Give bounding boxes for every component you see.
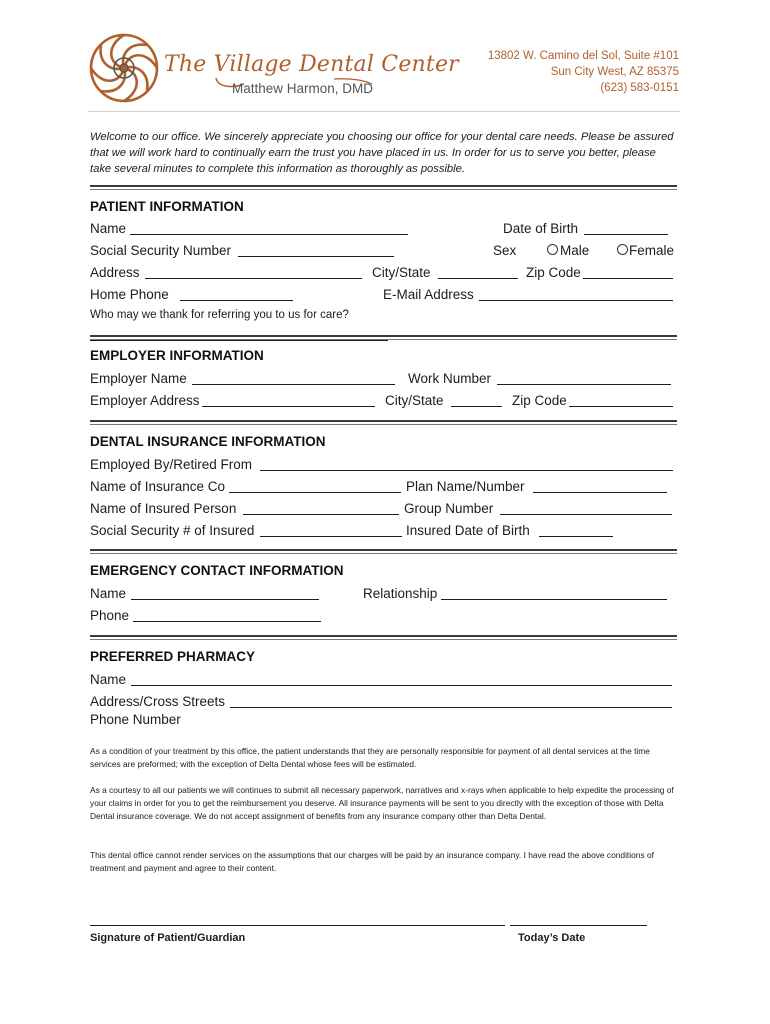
email-field[interactable] [479, 300, 673, 301]
sex-male-radio[interactable] [547, 244, 558, 255]
section-divider [90, 335, 677, 341]
pharmacy-phone-label: Phone Number [90, 712, 181, 727]
employer-city-state-label: City/State [385, 393, 444, 408]
dob-label: Date of Birth [503, 221, 579, 236]
sex-female-radio[interactable] [617, 244, 628, 255]
signature-label: Signature of Patient/Guardian [90, 932, 246, 944]
terms-paragraph-1: As a condition of your treatment by this office, the patient understands that they are personally responsible for payment of all dental services at the time services are preformed; with the exception of Delta Dental whose fees will be estimated. [90, 746, 650, 769]
address-line1: 13802 W. Camino del Sol, Suite #101 [487, 50, 679, 62]
date-label: Today’s Date [518, 932, 586, 944]
plan-name-field[interactable] [533, 492, 667, 493]
dob-field[interactable] [584, 234, 668, 235]
intro-text: Welcome to our office. We sincerely appreciate you choosing our office for your dental care needs. Please be assured that we will work hard to continually earn the trust you have placed in us. In order for us to serve you better, please take several minutes to complete this information as thoroughly as possible. [90, 131, 674, 175]
work-number-field[interactable] [497, 384, 671, 385]
address-label: Address [90, 265, 140, 280]
email-label: E-Mail Address [383, 287, 474, 302]
plan-name-label: Plan Name/Number [406, 479, 525, 494]
sex-label: Sex [493, 243, 517, 258]
employer-zip-label: Zip Code [512, 393, 567, 408]
zip-field[interactable] [583, 278, 673, 279]
zip-label: Zip Code [526, 265, 581, 280]
pharmacy-name-label: Name [90, 672, 127, 687]
brand-name: The Village Dental Center [164, 52, 459, 77]
section-divider [90, 635, 677, 641]
group-number-field[interactable] [500, 514, 672, 515]
pharmacy-name-field[interactable] [131, 685, 672, 686]
patient-name-label: Name [90, 221, 127, 236]
address-line2: Sun City West, AZ 85375 [550, 66, 679, 78]
employer-name-field[interactable] [192, 384, 395, 385]
ssn-label: Social Security Number [90, 243, 232, 258]
pharmacy-section-heading: PREFERRED PHARMACY [90, 649, 256, 664]
ssn-field[interactable] [238, 256, 394, 257]
terms-paragraph-3: This dental office cannot render services on the assumptions that our charges will be paid by an insurance company. I have read the above conditions of treatment and payment and agree to their content. [90, 850, 654, 873]
office-phone: (623) 583-0151 [600, 82, 679, 94]
patient-section-heading: PATIENT INFORMATION [90, 199, 244, 214]
doctor-name: Matthew Harmon, DMD [232, 81, 374, 96]
sex-male-label: Male [560, 243, 590, 258]
emergency-name-label: Name [90, 586, 127, 601]
insurance-company-label: Name of Insurance Co [90, 479, 226, 494]
city-state-field[interactable] [438, 278, 518, 279]
relationship-field[interactable] [441, 599, 667, 600]
insured-ssn-field[interactable] [260, 536, 402, 537]
emergency-name-field[interactable] [131, 599, 319, 600]
emergency-section-heading: EMERGENCY CONTACT INFORMATION [90, 563, 344, 578]
employed-by-label: Employed By/Retired From [90, 457, 253, 472]
home-phone-field[interactable] [180, 300, 293, 301]
home-phone-label: Home Phone [90, 287, 169, 302]
section-divider [90, 549, 677, 555]
sex-female-label: Female [629, 243, 675, 258]
group-number-label: Group Number [404, 501, 494, 516]
insurance-company-field[interactable] [229, 492, 401, 493]
employer-address-label: Employer Address [90, 393, 200, 408]
employer-section-heading: EMPLOYER INFORMATION [90, 348, 264, 363]
signature-field[interactable] [90, 925, 505, 926]
section-divider [90, 420, 677, 426]
insured-person-field[interactable] [243, 514, 399, 515]
employed-by-field[interactable] [260, 470, 673, 471]
insured-dob-label: Insured Date of Birth [406, 523, 530, 538]
employer-city-state-field[interactable] [451, 406, 502, 407]
employer-address-field[interactable] [202, 406, 375, 407]
referral-question: Who may we thank for referring you to us for care? [90, 309, 349, 321]
emergency-phone-label: Phone [90, 608, 130, 623]
address-field[interactable] [145, 278, 362, 279]
date-field[interactable] [510, 925, 647, 926]
city-state-label: City/State [372, 265, 431, 280]
relationship-label: Relationship [363, 586, 438, 601]
header-rule [88, 111, 680, 112]
insurance-section-heading: DENTAL INSURANCE INFORMATION [90, 434, 326, 449]
dental-center-logo [88, 32, 160, 104]
pharmacy-address-label: Address/Cross Streets [90, 694, 226, 709]
pharmacy-address-field[interactable] [230, 707, 672, 708]
emergency-phone-field[interactable] [133, 621, 321, 622]
insured-ssn-label: Social Security # of Insured [90, 523, 255, 538]
patient-name-field[interactable] [130, 234, 408, 235]
work-number-label: Work Number [408, 371, 492, 386]
employer-zip-field[interactable] [569, 406, 673, 407]
insured-person-label: Name of Insured Person [90, 501, 237, 516]
section-divider [90, 185, 677, 191]
employer-name-label: Employer Name [90, 371, 187, 386]
insured-dob-field[interactable] [539, 536, 613, 537]
terms-paragraph-2: As a courtesy to all our patients we will continues to submit all necessary paperwork, narratives and x-rays when applicable to help expedite the processing of your claims in order for you to get the reimbursement you deserve. All insurance payments will be sent to you directly with the exception of those with Delta Dental insurance coverage. We do not accept assignment of benefits from any insurance company other than Delta Dental. [90, 785, 674, 821]
